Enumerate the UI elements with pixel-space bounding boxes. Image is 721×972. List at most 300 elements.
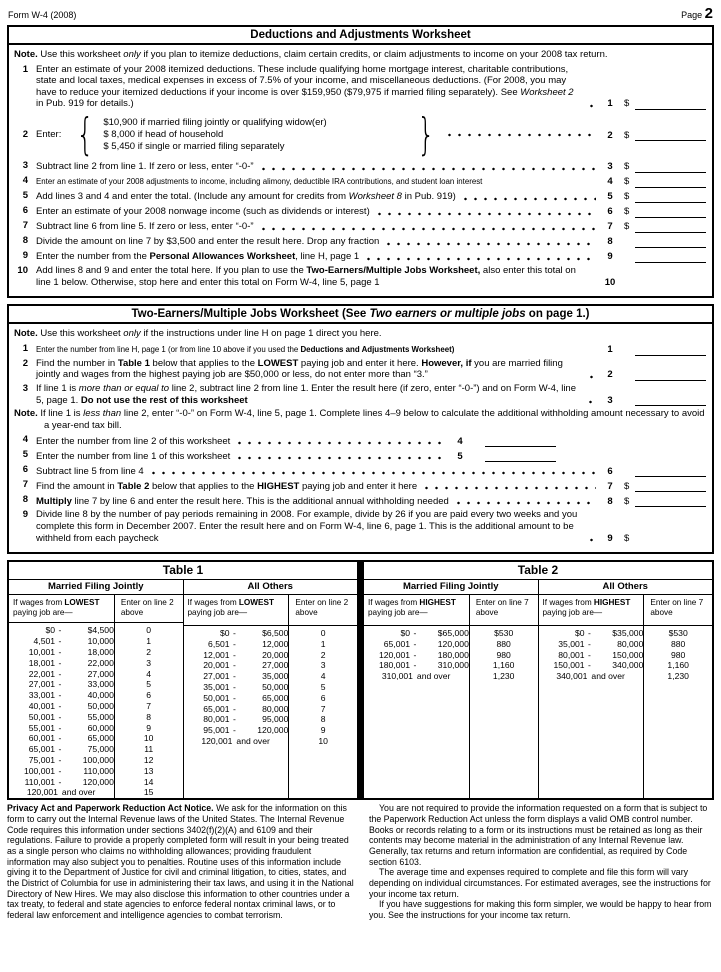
dollar-sign: $ bbox=[624, 161, 630, 173]
range-from: 150,001 bbox=[553, 660, 585, 671]
table-1-groups bbox=[9, 580, 357, 798]
range-to: 120,000 bbox=[437, 638, 469, 649]
entry-line-number: 6 bbox=[607, 465, 613, 477]
line-number: 2 bbox=[22, 129, 28, 141]
range-to: 75,000 bbox=[87, 744, 114, 755]
range-from: 12,001 bbox=[203, 649, 230, 660]
table-value: 880 bbox=[496, 638, 511, 649]
dot-leader bbox=[425, 486, 596, 490]
line-text bbox=[36, 436, 230, 448]
range-to: 80,000 bbox=[617, 638, 644, 649]
range-from: 10,001 bbox=[28, 646, 56, 657]
filing-status-header: All Others bbox=[539, 580, 713, 595]
entry-area bbox=[600, 190, 706, 203]
amount-field bbox=[635, 532, 706, 544]
table-1 bbox=[9, 562, 357, 798]
table-value: 9 bbox=[146, 722, 152, 733]
deductions-line-1 bbox=[14, 64, 706, 110]
table-value: 1,160 bbox=[667, 660, 689, 671]
range-to: 80,000 bbox=[262, 703, 289, 714]
table-value: 4 bbox=[146, 668, 152, 679]
entry-line-number: 4 bbox=[607, 176, 613, 188]
dot-leader bbox=[448, 133, 596, 137]
page-number bbox=[681, 5, 713, 22]
line-text bbox=[36, 496, 449, 508]
text-segment: paying job and enter it here. bbox=[298, 357, 422, 369]
table-1-group bbox=[9, 580, 183, 798]
dot-leader bbox=[589, 400, 596, 404]
range-dash: - bbox=[58, 625, 62, 636]
range-dash: - bbox=[413, 628, 417, 639]
text-segment: Deductions and Adjustments Worksheet) bbox=[300, 345, 455, 355]
range-from: 27,001 bbox=[28, 679, 56, 690]
text-segment: (See bbox=[338, 308, 370, 321]
range-from: 65,001 bbox=[203, 703, 230, 714]
range-from: 55,001 bbox=[28, 722, 56, 733]
range-dash: - bbox=[58, 744, 62, 755]
range-dash: - bbox=[58, 722, 62, 733]
deductions-worksheet-title: Deductions and Adjustments Worksheet bbox=[9, 27, 712, 45]
amount-field[interactable] bbox=[635, 175, 706, 188]
entry-line-number: 1 bbox=[607, 344, 613, 356]
text-segment: Worksheet 2 bbox=[520, 86, 574, 98]
text-segment: You are not required to provide the information requested on a form that is subject to the Paperwork Reduction Act unless the form displays a valid OMB control number. Books or records relating to a form or its instructions must be retained as long as their contents may become material in the administration of any Internal Revenue law. Generally, tax returns and return information are confidential, as required by Code section 6103. bbox=[369, 803, 708, 867]
table-value: 11 bbox=[144, 744, 154, 755]
table-value: $530 bbox=[494, 628, 514, 639]
entry-line-number: 7 bbox=[607, 480, 613, 492]
text-segment: in Pub. 919) bbox=[401, 191, 456, 203]
entry-line-number: 3 bbox=[607, 394, 613, 406]
table-row bbox=[9, 712, 114, 723]
range-to: 150,000 bbox=[612, 649, 644, 660]
entry-line-number: 9 bbox=[607, 251, 613, 263]
range-from: 120,001 bbox=[201, 736, 233, 747]
enter-value-column bbox=[470, 595, 538, 798]
amount-field[interactable] bbox=[635, 494, 706, 507]
range-to: 35,000 bbox=[262, 671, 289, 682]
line-number: 1 bbox=[22, 63, 28, 75]
range-from: 50,001 bbox=[28, 711, 56, 722]
entry-area bbox=[600, 276, 706, 288]
two-earners-line-7 bbox=[14, 479, 706, 492]
entry-line-number: 10 bbox=[604, 276, 616, 288]
range-dash: - bbox=[58, 646, 62, 657]
text-segment: on page 1.) bbox=[525, 308, 590, 321]
entry-area bbox=[600, 479, 706, 492]
table-value: 6 bbox=[146, 690, 152, 701]
line-text bbox=[36, 176, 482, 188]
table-row bbox=[184, 736, 289, 747]
deductions-line-6 bbox=[14, 205, 706, 218]
text-segment: paying job are— bbox=[542, 607, 603, 617]
amount-field[interactable] bbox=[635, 343, 706, 356]
text-segment: paying job are— bbox=[13, 607, 73, 617]
bracket-options bbox=[103, 117, 408, 154]
table-value: 0 bbox=[320, 628, 326, 639]
entry-area bbox=[600, 160, 706, 173]
range-to: 33,000 bbox=[87, 679, 114, 690]
amount-field[interactable] bbox=[635, 393, 706, 406]
range-from: 75,001 bbox=[28, 754, 56, 765]
line-text bbox=[36, 236, 379, 248]
table-1-group bbox=[183, 580, 358, 798]
text-segment: HIGHEST bbox=[257, 480, 300, 492]
dot-leader bbox=[378, 212, 596, 216]
table-2-group bbox=[538, 580, 713, 798]
range-to: 100,000 bbox=[82, 754, 114, 765]
range-dash: - bbox=[413, 638, 417, 649]
text-segment: Worksheet 8 bbox=[348, 191, 402, 203]
range-to: 27,000 bbox=[262, 660, 289, 671]
text-segment: If wages from bbox=[187, 598, 239, 608]
range-from: 80,001 bbox=[558, 649, 585, 660]
two-earners-line-4 bbox=[14, 434, 556, 447]
line-text bbox=[36, 509, 582, 544]
amount-field[interactable] bbox=[635, 205, 706, 218]
range-from: $0 bbox=[45, 625, 56, 636]
range-dash: - bbox=[588, 628, 591, 639]
dot-leader bbox=[262, 167, 596, 171]
entry-line-number: 1 bbox=[607, 98, 613, 110]
text-segment: paying job are— bbox=[368, 607, 428, 617]
table-value: 0 bbox=[146, 625, 152, 636]
table-value: 3 bbox=[146, 657, 152, 668]
table-2-title: Table 2 bbox=[364, 562, 712, 580]
dollar-sign: $ bbox=[624, 532, 630, 544]
two-earners-worksheet-body bbox=[9, 324, 712, 552]
table-row bbox=[9, 701, 114, 712]
amount-field[interactable] bbox=[635, 97, 706, 110]
deductions-line-7 bbox=[14, 220, 706, 233]
range-from: 80,001 bbox=[203, 714, 230, 725]
text-segment: Multiply bbox=[36, 495, 72, 507]
amount-field[interactable] bbox=[635, 220, 706, 233]
range-dash: - bbox=[58, 668, 62, 679]
range-from: 60,001 bbox=[28, 733, 56, 744]
range-dash: - bbox=[233, 714, 236, 725]
text-segment: you are married filing jointly and wages from the highest paying job are $50,000 or less, do not enter more than “3.” bbox=[36, 357, 563, 381]
text-segment: Use this worksheet bbox=[37, 328, 124, 340]
range-to: 120,000 bbox=[82, 776, 114, 787]
enter-value-column bbox=[644, 595, 712, 798]
range-from: 310,001 bbox=[381, 671, 413, 682]
bracket-option: $10,900 if married filing jointly or qualifying widow(er) bbox=[103, 116, 327, 128]
range-dash: - bbox=[58, 765, 62, 776]
table-row bbox=[9, 723, 114, 734]
range-dash: - bbox=[58, 636, 62, 647]
entry-area bbox=[600, 205, 706, 218]
two-earners-line-3 bbox=[14, 383, 706, 406]
range-to: $35,000 bbox=[612, 628, 644, 639]
wage-range-column bbox=[9, 595, 115, 798]
deductions-line-10 bbox=[14, 265, 706, 288]
range-to: 110,000 bbox=[83, 765, 114, 776]
table-value: 1,230 bbox=[667, 671, 689, 682]
wage-range-column bbox=[364, 595, 470, 798]
entry-area bbox=[600, 464, 706, 477]
table-1-title: Table 1 bbox=[9, 562, 357, 580]
text-segment: The average time and expenses required to complete and file this form will vary depending on individual circumstances. For estimated averages, see the instructions for your income tax return. bbox=[369, 867, 711, 899]
amount-field[interactable] bbox=[635, 479, 706, 492]
amount-field[interactable] bbox=[635, 464, 706, 477]
range-to: 65,000 bbox=[262, 692, 289, 703]
range-from: 65,001 bbox=[28, 744, 56, 755]
text-segment: Add lines 8 and 9 and enter the total here. If you plan to use the bbox=[36, 264, 307, 276]
enter-value-column bbox=[115, 595, 183, 798]
filing-status-header: Married Filing Jointly bbox=[364, 580, 538, 595]
two-earners-line-2 bbox=[14, 358, 706, 381]
entry-area bbox=[600, 235, 706, 248]
enter-value-column-header: Enter on line 2 above bbox=[115, 595, 183, 623]
range-dash: - bbox=[58, 776, 62, 787]
text-segment: If line 1 is bbox=[36, 382, 79, 394]
table-row bbox=[184, 693, 289, 704]
text-segment: HIGHEST bbox=[593, 598, 631, 608]
range-dash: - bbox=[233, 649, 236, 660]
table-row bbox=[9, 647, 114, 658]
text-segment: Personal Allowances Worksheet bbox=[149, 251, 296, 263]
dot-leader bbox=[490, 182, 596, 186]
line-number: 3 bbox=[22, 159, 28, 171]
filing-status-header: All Others bbox=[184, 580, 358, 595]
dot-leader bbox=[238, 456, 446, 460]
table-row bbox=[364, 628, 469, 639]
enter-value-rows bbox=[289, 626, 357, 747]
enter-value-rows bbox=[470, 626, 538, 682]
wage-range-rows bbox=[184, 626, 289, 747]
range-to: 60,000 bbox=[87, 722, 114, 733]
enter-value-column-header: Enter on line 7 above bbox=[644, 595, 712, 626]
entry-area bbox=[600, 532, 706, 544]
range-dash: - bbox=[58, 711, 62, 722]
range-dash: - bbox=[58, 733, 62, 744]
notice-paragraph bbox=[369, 867, 714, 899]
table-value: 980 bbox=[496, 649, 511, 660]
amount-field[interactable] bbox=[485, 434, 556, 447]
table-value: 7 bbox=[146, 700, 152, 711]
amount-field[interactable] bbox=[635, 368, 706, 381]
range-dash: - bbox=[233, 628, 236, 639]
text-segment: If you have suggestions for making this form simpler, we would be happy to hear from you. See the instructions for your income tax return. bbox=[369, 899, 712, 921]
table-1-columns bbox=[184, 595, 358, 798]
range-dash: - bbox=[588, 660, 591, 671]
range-from: 18,001 bbox=[28, 657, 56, 668]
range-to: 40,000 bbox=[87, 690, 114, 701]
range-dash: - bbox=[233, 703, 236, 714]
dollar-sign: $ bbox=[624, 206, 630, 218]
entry-area bbox=[600, 393, 706, 406]
text-segment: Enter an estimate of your 2008 nonwage income (such as dividends or interest) bbox=[36, 206, 370, 218]
table-row bbox=[539, 671, 644, 682]
amount-field bbox=[635, 276, 706, 288]
two-earners-worksheet bbox=[7, 304, 714, 554]
table-2 bbox=[364, 562, 712, 798]
table-2-groups bbox=[364, 580, 712, 798]
wage-range-column-header bbox=[9, 595, 114, 623]
range-dash: - bbox=[588, 638, 591, 649]
deductions-note bbox=[14, 49, 706, 61]
entry-line-number: 5 bbox=[457, 450, 463, 462]
amount-field[interactable] bbox=[635, 128, 706, 141]
table-value: 3 bbox=[320, 660, 326, 671]
line-text bbox=[36, 206, 370, 218]
entry-area bbox=[450, 449, 556, 462]
wage-range-rows bbox=[364, 626, 469, 682]
enter-value-rows bbox=[644, 626, 712, 682]
text-segment: Enter the number from line 1 of this worksheet bbox=[36, 450, 231, 462]
range-dash: - bbox=[588, 649, 591, 660]
entry-area bbox=[600, 175, 706, 188]
line-text bbox=[36, 481, 417, 493]
range-from: 33,001 bbox=[28, 690, 56, 701]
amount-field[interactable] bbox=[485, 449, 556, 462]
two-earners-line-8 bbox=[14, 494, 706, 507]
table-row bbox=[9, 733, 114, 744]
line-number: 9 bbox=[22, 509, 28, 521]
table-value: 1,230 bbox=[492, 671, 515, 682]
table-row bbox=[9, 679, 114, 690]
line-text bbox=[36, 383, 581, 406]
entry-area bbox=[450, 434, 556, 447]
line-number: 7 bbox=[22, 219, 28, 231]
dollar-sign: $ bbox=[624, 191, 630, 203]
text-segment: If wages from bbox=[13, 598, 65, 608]
table-row bbox=[9, 636, 114, 647]
range-from: $0 bbox=[400, 628, 411, 639]
range-to: 50,000 bbox=[87, 700, 114, 711]
line-number: 2 bbox=[22, 357, 28, 369]
table-value: 2 bbox=[146, 646, 152, 657]
range-from: 4,501 bbox=[33, 636, 56, 647]
text-segment: below that applies to the bbox=[149, 480, 258, 492]
table-value: 1,160 bbox=[492, 660, 515, 671]
enter-value-column-header: Enter on line 7 above bbox=[470, 595, 538, 626]
table-row bbox=[539, 650, 644, 661]
range-dash: - bbox=[58, 657, 62, 668]
table-value: 1 bbox=[146, 636, 152, 647]
deductions-adjustments-worksheet bbox=[7, 25, 714, 298]
text-segment: paying job are— bbox=[187, 607, 248, 617]
text-segment: Enter the number from the bbox=[36, 251, 150, 263]
deductions-line-5 bbox=[14, 190, 706, 203]
entry-area bbox=[600, 343, 706, 356]
deductions-line-2 bbox=[14, 108, 706, 160]
table-value: 5 bbox=[146, 679, 152, 690]
wage-range-rows bbox=[539, 626, 644, 682]
amount-field[interactable] bbox=[635, 160, 706, 173]
table-value: 7 bbox=[320, 703, 326, 714]
entry-line-number: 7 bbox=[607, 221, 613, 233]
range-to: $65,000 bbox=[437, 628, 469, 639]
table-value: 4 bbox=[320, 671, 326, 682]
line-number: 1 bbox=[22, 342, 28, 354]
table-value: 14 bbox=[143, 776, 154, 787]
range-to: and over bbox=[416, 671, 451, 682]
table-1-columns bbox=[9, 595, 183, 798]
dollar-sign: $ bbox=[624, 495, 630, 507]
table-row bbox=[184, 639, 289, 650]
range-dash: - bbox=[58, 690, 62, 701]
table-row bbox=[364, 660, 469, 671]
text-segment: below that applies to the bbox=[149, 357, 258, 369]
line-number: 10 bbox=[17, 264, 28, 276]
range-from: 6,501 bbox=[208, 638, 230, 649]
range-to: 95,000 bbox=[262, 714, 289, 725]
dot-leader bbox=[590, 282, 596, 286]
table-value: 15 bbox=[143, 787, 154, 798]
text-segment: more than or equal to bbox=[78, 382, 170, 394]
line-number: 7 bbox=[22, 479, 28, 491]
entry-area bbox=[600, 220, 706, 233]
text-segment: , line H, page 1 bbox=[295, 251, 360, 263]
text-segment: Subtract line 6 from line 5. If zero or less, enter “-0-” bbox=[36, 221, 254, 233]
range-dash: - bbox=[233, 660, 236, 671]
text-segment: Note. bbox=[14, 49, 38, 60]
table-2-columns bbox=[364, 595, 538, 798]
range-to: 340,000 bbox=[612, 660, 644, 671]
bracket-option: $ 8,000 if head of household bbox=[103, 128, 224, 140]
table-value: 1 bbox=[320, 638, 326, 649]
range-to: $4,500 bbox=[87, 625, 114, 636]
dot-leader bbox=[262, 227, 596, 231]
range-dash: - bbox=[413, 649, 417, 660]
entry-line-number: 8 bbox=[607, 236, 613, 248]
text-segment: Table 1 bbox=[117, 357, 150, 369]
range-to: 120,000 bbox=[257, 725, 289, 736]
deductions-line-9 bbox=[14, 250, 706, 263]
table-row bbox=[9, 658, 114, 669]
page-header bbox=[7, 3, 714, 25]
notice-paragraph bbox=[7, 803, 354, 921]
range-dash: - bbox=[58, 754, 62, 765]
line-text bbox=[36, 265, 582, 288]
entry-area bbox=[600, 250, 706, 263]
text-segment: Two earners or multiple jobs bbox=[369, 308, 526, 321]
table-row bbox=[539, 639, 644, 650]
entry-line-number: 6 bbox=[607, 206, 613, 218]
page-word: Page bbox=[681, 10, 703, 20]
amount-field[interactable] bbox=[635, 190, 706, 203]
range-from: 27,001 bbox=[203, 671, 230, 682]
deductions-line-8 bbox=[14, 235, 706, 248]
range-from: 20,001 bbox=[203, 660, 230, 671]
right-brace: } bbox=[417, 108, 436, 160]
text-segment: HIGHEST bbox=[419, 598, 456, 608]
table-value: 2 bbox=[320, 649, 326, 660]
table-row bbox=[539, 660, 644, 671]
notice-paragraph bbox=[369, 803, 714, 867]
range-dash: - bbox=[233, 725, 236, 736]
page-number-value: 2 bbox=[704, 5, 713, 22]
table-row bbox=[364, 671, 469, 682]
table-value: 880 bbox=[671, 638, 686, 649]
filing-status-header: Married Filing Jointly bbox=[9, 580, 183, 595]
amount-field[interactable] bbox=[635, 235, 706, 248]
table-divider bbox=[357, 562, 364, 798]
entry-line-number: 2 bbox=[607, 129, 613, 141]
range-from: 22,001 bbox=[28, 668, 56, 679]
range-from: $0 bbox=[220, 628, 230, 639]
text-segment: LOWEST bbox=[238, 598, 274, 608]
range-from: 180,001 bbox=[378, 660, 411, 671]
amount-field[interactable] bbox=[635, 250, 706, 263]
form-id: Form W-4 (2008) bbox=[8, 10, 77, 20]
table-row bbox=[9, 669, 114, 680]
line-text bbox=[36, 191, 456, 203]
table-row bbox=[9, 787, 114, 798]
bracket-option: $ 5,450 if single or married filing separately bbox=[103, 141, 285, 153]
table-row bbox=[539, 628, 644, 639]
